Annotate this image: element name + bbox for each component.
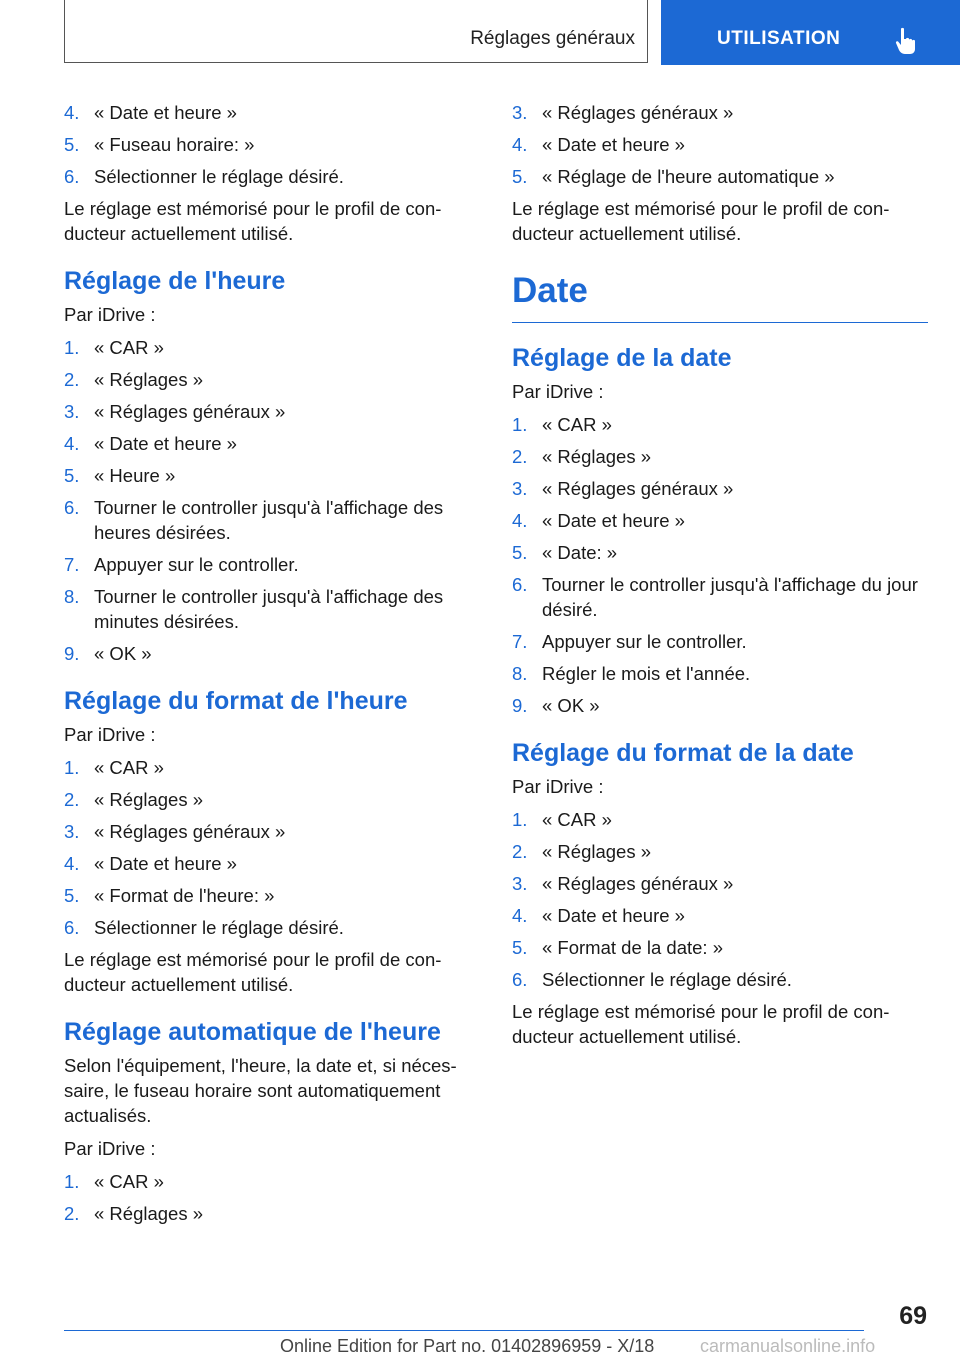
step-number: 3. [64, 821, 80, 842]
section-heading-auto-time: Réglage automatique de l'heure [64, 1018, 441, 1046]
header-section-title: Réglages généraux [470, 28, 635, 49]
auto-time-note: Le réglage est mémorisé pour le profil de con-ducteur actuellement utilisé. [512, 198, 890, 244]
step-text: « Date: » [542, 542, 618, 563]
step-item [64, 495, 484, 545]
section-heading-time: Réglage de l'heure [64, 267, 286, 295]
step-text: « Réglages généraux » [542, 873, 734, 894]
step-number: 2. [64, 789, 80, 810]
step-text: « Date et heure » [94, 853, 237, 874]
auto-time-description: Selon l'équipement, l'heure, la date et, si néces-saire, le fuseau horaire sont automatiquement actualisés. [64, 1055, 457, 1126]
watermark: carmanualsonline.info [700, 1336, 876, 1356]
step-number: 3. [512, 873, 528, 894]
step-item [64, 883, 484, 908]
step-text: « Réglages » [94, 1203, 204, 1224]
chapter-heading-date: Date [512, 270, 928, 323]
step-number: 8. [512, 663, 528, 684]
step-item [512, 444, 928, 469]
step-number: 1. [512, 414, 528, 435]
step-item [64, 132, 484, 157]
step-number: 5. [64, 465, 80, 486]
step-item [512, 871, 928, 896]
step-number: 4. [512, 134, 528, 155]
step-item [64, 335, 484, 360]
intro-steps [64, 100, 484, 189]
step-text: Sélectionner le réglage désiré. [94, 917, 344, 938]
step-text: Régler le mois et l'année. [542, 663, 751, 684]
section-by-idrive: Par iDrive : [64, 304, 156, 325]
right-column [512, 100, 928, 1057]
step-text: « Réglages » [94, 789, 204, 810]
step-item [64, 851, 484, 876]
step-text: « Date et heure » [94, 102, 237, 123]
time-steps [64, 335, 484, 666]
step-number: 5. [64, 134, 80, 155]
step-item [512, 164, 928, 189]
step-item [512, 807, 928, 832]
step-number: 4. [64, 102, 80, 123]
step-number: 9. [512, 695, 528, 716]
footer-edition: Online Edition for Part no. 01402896959 - X/18 [280, 1336, 655, 1356]
step-number: 5. [512, 937, 528, 958]
step-item [64, 1201, 484, 1226]
step-number: 6. [64, 497, 80, 518]
section-by-idrive: Par iDrive : [64, 724, 156, 745]
step-item [512, 967, 928, 992]
step-text: « Réglages » [542, 841, 652, 862]
footer-divider [64, 1330, 864, 1331]
hand-pointer-icon [895, 27, 921, 55]
step-number: 3. [512, 102, 528, 123]
step-text: « Date et heure » [542, 134, 685, 155]
step-item [512, 935, 928, 960]
step-number: 2. [512, 841, 528, 862]
step-number: 4. [64, 433, 80, 454]
left-column [64, 100, 484, 1233]
step-item [512, 693, 928, 718]
step-text: « Réglages généraux » [542, 102, 734, 123]
step-item [64, 367, 484, 392]
step-text: Tourner le controller jusqu'à l'affichage des heures désirées. [94, 497, 444, 543]
step-text: « Réglage de l'heure automatique » [542, 166, 835, 187]
step-number: 2. [64, 369, 80, 390]
step-item [64, 164, 484, 189]
step-text: « Réglages » [94, 369, 204, 390]
section-by-idrive: Par iDrive : [512, 381, 604, 402]
step-text: « CAR » [94, 757, 164, 778]
step-item [512, 508, 928, 533]
step-item [64, 1169, 484, 1194]
step-text: Appuyer sur le controller. [94, 554, 299, 575]
step-item [64, 431, 484, 456]
step-number: 6. [512, 574, 528, 595]
step-text: « Format de l'heure: » [94, 885, 275, 906]
step-text: « Réglages généraux » [94, 401, 286, 422]
step-item [512, 100, 928, 125]
section-heading-date-format: Réglage du format de la date [512, 739, 854, 767]
step-text: « Fuseau horaire: » [94, 134, 255, 155]
step-number: 9. [64, 643, 80, 664]
step-number: 1. [512, 809, 528, 830]
step-number: 6. [64, 166, 80, 187]
date-format-note: Le réglage est mémorisé pour le profil de con-ducteur actuellement utilisé. [512, 1001, 890, 1047]
step-item [64, 584, 484, 634]
step-item [512, 412, 928, 437]
step-item [512, 132, 928, 157]
step-item [64, 787, 484, 812]
step-text: « Format de la date: » [542, 937, 723, 958]
step-number: 3. [64, 401, 80, 422]
section-by-idrive: Par iDrive : [64, 1138, 156, 1159]
step-number: 2. [64, 1203, 80, 1224]
step-item [64, 100, 484, 125]
intro-note: Le réglage est mémorisé pour le profil de con-ducteur actuellement utilisé. [64, 198, 442, 244]
date-format-steps [512, 807, 928, 992]
step-number: 5. [64, 885, 80, 906]
step-number: 5. [512, 542, 528, 563]
step-text: « CAR » [94, 337, 164, 358]
step-item [64, 552, 484, 577]
time-format-note: Le réglage est mémorisé pour le profil de con-ducteur actuellement utilisé. [64, 949, 442, 995]
step-text: « Date et heure » [542, 510, 685, 531]
step-text: Appuyer sur le controller. [542, 631, 747, 652]
step-text: « Heure » [94, 465, 176, 486]
step-number: 1. [64, 337, 80, 358]
step-text: « Date et heure » [542, 905, 685, 926]
step-item [64, 915, 484, 940]
step-number: 6. [64, 917, 80, 938]
header-section-box [64, 0, 648, 63]
step-text: « CAR » [542, 809, 612, 830]
step-item [64, 819, 484, 844]
step-number: 4. [512, 905, 528, 926]
step-item [512, 572, 928, 622]
step-text: Tourner le controller jusqu'à l'affichage des minutes désirées. [94, 586, 444, 632]
step-item [64, 463, 484, 488]
step-text: « CAR » [94, 1171, 164, 1192]
auto-time-steps [64, 1169, 484, 1226]
step-number: 5. [512, 166, 528, 187]
step-number: 1. [64, 757, 80, 778]
step-number: 4. [512, 510, 528, 531]
step-text: « Réglages généraux » [94, 821, 286, 842]
page-number: 69 [899, 1302, 927, 1330]
header-chapter-tab [661, 0, 960, 65]
step-text: Sélectionner le réglage désiré. [542, 969, 792, 990]
step-text: « Réglages » [542, 446, 652, 467]
step-item [512, 839, 928, 864]
header-chapter-title: UTILISATION [717, 28, 841, 49]
step-item [512, 540, 928, 565]
step-text: Tourner le controller jusqu'à l'affichage du jour désiré. [542, 574, 918, 620]
section-heading-date: Réglage de la date [512, 344, 732, 372]
step-number: 1. [64, 1171, 80, 1192]
step-text: « Réglages généraux » [542, 478, 734, 499]
step-text: « OK » [542, 695, 600, 716]
step-text: « CAR » [542, 414, 612, 435]
step-number: 7. [512, 631, 528, 652]
step-item [512, 476, 928, 501]
step-number: 2. [512, 446, 528, 467]
time-format-steps [64, 755, 484, 940]
auto-time-steps-continued [512, 100, 928, 189]
step-text: Sélectionner le réglage désiré. [94, 166, 344, 187]
step-item [512, 903, 928, 928]
step-text: « Date et heure » [94, 433, 237, 454]
step-item [512, 661, 928, 686]
step-number: 4. [64, 853, 80, 874]
step-number: 6. [512, 969, 528, 990]
step-item [64, 399, 484, 424]
step-number: 3. [512, 478, 528, 499]
step-item [64, 641, 484, 666]
section-heading-time-format: Réglage du format de l'heure [64, 687, 408, 715]
step-item [512, 629, 928, 654]
step-text: « OK » [94, 643, 152, 664]
section-by-idrive: Par iDrive : [512, 776, 604, 797]
step-number: 8. [64, 586, 80, 607]
step-item [64, 755, 484, 780]
date-steps [512, 412, 928, 718]
step-number: 7. [64, 554, 80, 575]
